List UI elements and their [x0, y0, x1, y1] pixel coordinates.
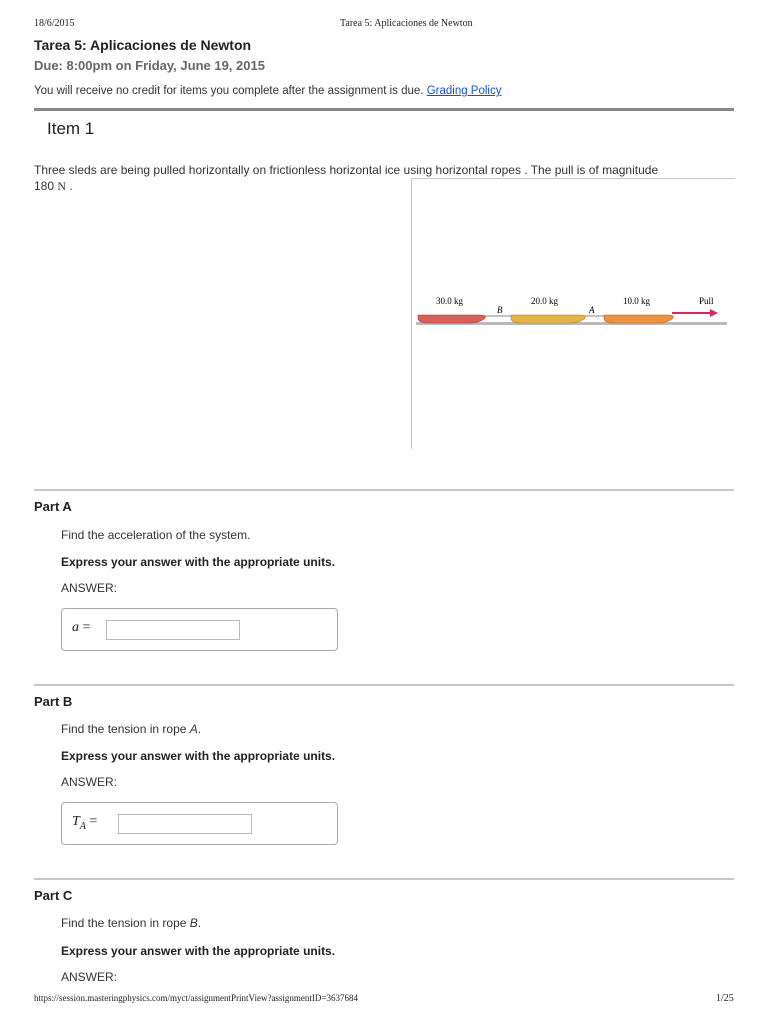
mass-label-3: 10.0 kg — [623, 296, 650, 306]
part-a-title: Part A — [34, 499, 72, 514]
sleds-figure — [414, 288, 729, 338]
part-a-answer-box — [61, 608, 338, 651]
sled-20kg — [511, 315, 585, 323]
part-b-question — [61, 722, 201, 736]
print-url: https://session.masteringphysics.com/myct/assignmentPrintView?assignmentID=3637684 — [34, 993, 359, 1003]
part-b-title: Part B — [34, 694, 73, 709]
sled-30kg — [418, 315, 485, 323]
due-date: Due: 8:00pm on Friday, June 19, 2015 — [34, 58, 265, 73]
part-b-question-text: Find the tension in rope — [61, 722, 190, 736]
part-a-equals: = — [79, 620, 91, 635]
part-c-title: Part C — [34, 888, 73, 903]
part-b-input[interactable] — [118, 814, 252, 834]
part-c-question — [61, 916, 201, 930]
part-b-express: Express your answer with the appropriate units. — [61, 749, 336, 763]
print-page-number: 1/25 — [716, 993, 734, 1004]
intro-text: Three sleds are being pulled horizontally on frictionless horizontal ice using horizontal ropes . The pull is of magnitude — [34, 163, 659, 177]
part-a-input[interactable] — [106, 620, 240, 640]
part-a-var: a — [72, 620, 79, 635]
pull-unit: N — [57, 179, 67, 193]
part-b-question-end: . — [197, 722, 202, 736]
part-a-divider — [34, 489, 734, 491]
pull-end: . — [69, 179, 73, 193]
part-a-answer-label: ANSWER: — [61, 581, 118, 595]
part-a-express: Express your answer with the appropriate units. — [61, 555, 336, 569]
pull-arrow-head — [710, 309, 718, 317]
rope-label-b: B — [497, 305, 503, 315]
part-b-answer-label: ANSWER: — [61, 775, 118, 789]
part-c-question-text: Find the tension in rope — [61, 916, 190, 930]
rope-label-a: A — [589, 305, 595, 315]
part-b-answer-box — [61, 802, 338, 845]
grading-policy-link[interactable]: Grading Policy — [426, 85, 502, 97]
part-b-var: T — [72, 814, 80, 829]
part-c-divider — [34, 878, 734, 880]
part-c-question-end: . — [197, 916, 202, 930]
late-notice — [34, 85, 502, 97]
part-c-express: Express your answer with the appropriate units. — [61, 944, 336, 958]
mass-label-1: 30.0 kg — [436, 296, 463, 306]
part-c-question-var: B — [189, 916, 198, 930]
item-title: Item 1 — [47, 119, 95, 138]
assignment-title: Tarea 5: Aplicaciones de Newton — [34, 37, 252, 53]
part-b-divider — [34, 684, 734, 686]
part-b-question-var: A — [189, 722, 198, 736]
pull-label: Pull — [699, 296, 714, 306]
pull-value: 180 — [34, 179, 55, 193]
part-b-variable — [72, 814, 97, 832]
mass-label-2: 20.0 kg — [531, 296, 558, 306]
part-a-variable — [72, 620, 90, 636]
header-divider — [34, 108, 734, 111]
part-b-var-sub: A — [79, 820, 86, 832]
sled-10kg — [604, 315, 673, 323]
print-header-title: Tarea 5: Aplicaciones de Newton — [340, 18, 473, 29]
part-a-question: Find the acceleration of the system. — [61, 528, 251, 542]
part-b-equals: = — [85, 814, 98, 829]
part-c-answer-label: ANSWER: — [61, 970, 118, 984]
print-date: 18/6/2015 — [34, 18, 75, 29]
late-notice-text: You will receive no credit for items you complete after the assignment is due. — [34, 85, 424, 97]
